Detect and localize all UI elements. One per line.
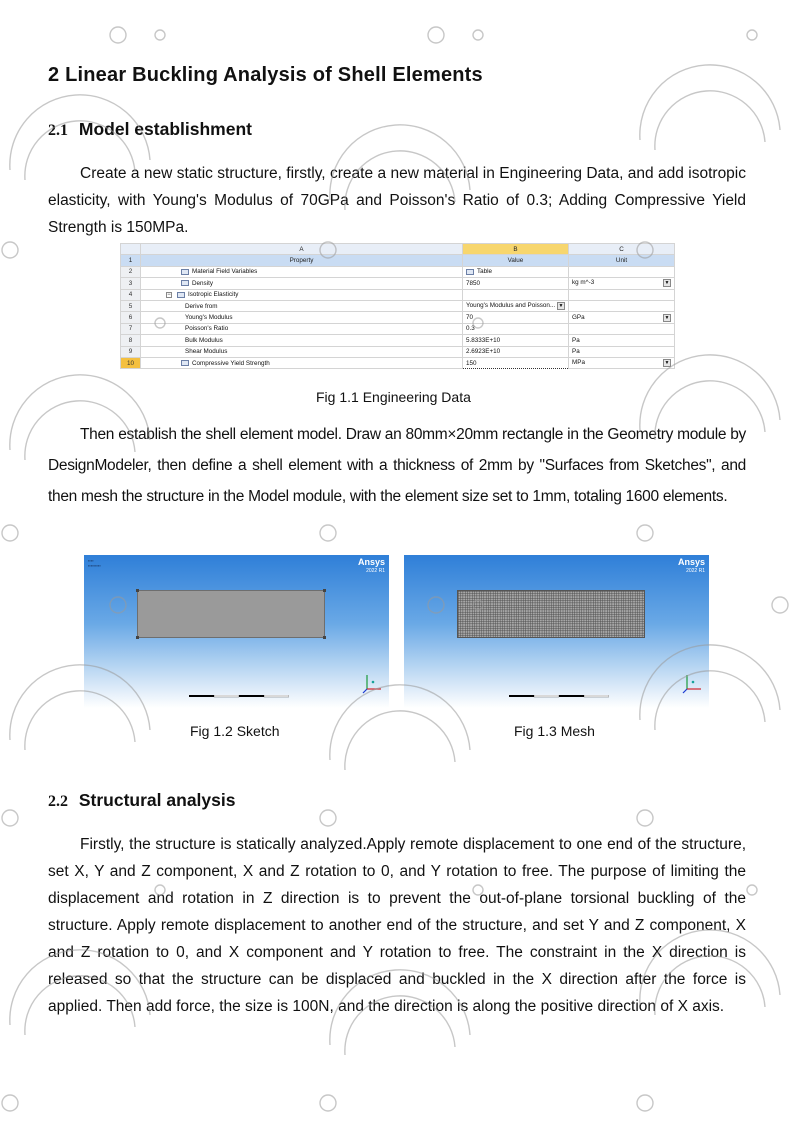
- property-value[interactable]: 7850: [463, 278, 569, 289]
- section-number: 2: [48, 64, 60, 86]
- section-title: Linear Buckling Analysis of Shell Elements: [65, 64, 483, 86]
- table-row-selected[interactable]: [121, 357, 675, 368]
- property-unit: [569, 266, 675, 277]
- subsection-heading-structural: [48, 790, 235, 811]
- property-name: Bulk Modulus: [141, 335, 463, 346]
- property-icon: [177, 292, 185, 298]
- paragraph-material: Create a new static structure, firstly, create a new material in Engineering Data, and add isotropic elasticity, with Young's Modulus of 70GPa and Poisson's Ratio of 0.3; Adding Compressive Yield Strength is 150MPa.: [48, 165, 746, 236]
- table-header-row: [121, 255, 675, 266]
- column-letter[interactable]: C: [569, 244, 675, 255]
- property-unit: Pa: [569, 346, 675, 357]
- property-value[interactable]: Table: [477, 268, 493, 276]
- column-letter[interactable]: A: [141, 244, 463, 255]
- figure-caption: Fig 1.3 Mesh: [514, 723, 595, 739]
- table-row[interactable]: [121, 266, 675, 277]
- row-number: 3: [121, 278, 141, 289]
- property-icon: [181, 269, 189, 275]
- property-value[interactable]: Young's Modulus and Poisson...: [466, 302, 556, 310]
- unit-dropdown-icon[interactable]: ▼: [664, 314, 670, 321]
- subsection-number: 2.2: [48, 793, 68, 810]
- property-value: 5.8333E+10: [463, 335, 569, 346]
- header-value: Value: [463, 255, 569, 266]
- table-icon[interactable]: [466, 269, 474, 275]
- property-name: Shear Modulus: [141, 346, 463, 357]
- row-number: 2: [121, 266, 141, 277]
- header-unit: Unit: [569, 255, 675, 266]
- property-name: Isotropic Elasticity: [188, 291, 239, 299]
- paragraph-structural-analysis: Firstly, the structure is statically analyzed.Apply remote displacement to one end of the structure, set X, Y and Z component, X and Z rotation to 0, and Y rotation to free. The purpose of limiting the displacement and rotation in Z direction is to prevent the out-of-plane torsional buckling of the structure. Apply remote displacement to another end of the structure, and set Y and Z component, X and Z rotation to 0, and X component and Y rotation to free. The constraint in the X direction is released so that the structure can be displaced and buckled in the X direction after the force is applied. Then add force, the size is 100N, and the direction is along the positive direction of X axis.: [48, 836, 746, 1015]
- property-name: Density: [192, 279, 213, 287]
- property-name: Young's Modulus: [141, 312, 463, 323]
- row-number: 6: [121, 312, 141, 323]
- table-row[interactable]: [121, 289, 675, 300]
- property-value[interactable]: 150: [463, 357, 569, 368]
- axis-triad-icon: [681, 671, 705, 695]
- property-value: [463, 289, 569, 300]
- model-info-text: ▪▪▪▪ ▪▪▪▪▪▪▪▪▪: [88, 558, 101, 568]
- table-row[interactable]: [121, 278, 675, 289]
- property-name: Derive from: [141, 300, 463, 311]
- property-value[interactable]: 0.3: [463, 323, 569, 334]
- sketch-figure: [84, 555, 389, 708]
- column-letter-row: [121, 244, 675, 255]
- property-value: 2.6923E+10: [463, 346, 569, 357]
- ansys-logo: Ansys 2022 R1: [357, 557, 385, 574]
- unit-dropdown-icon[interactable]: ▼: [664, 280, 670, 287]
- property-value[interactable]: 70: [463, 312, 569, 323]
- unit-dropdown-icon[interactable]: ▼: [664, 360, 670, 367]
- table-row[interactable]: [121, 335, 675, 346]
- table-row[interactable]: [121, 300, 675, 311]
- sketch-rectangle: [137, 590, 325, 638]
- row-number: 7: [121, 323, 141, 334]
- table-row[interactable]: [121, 323, 675, 334]
- property-name: Compressive Yield Strength: [192, 359, 270, 367]
- figure-caption: Fig 1.2 Sketch: [190, 723, 280, 739]
- subsection-number: 2.1: [48, 122, 68, 139]
- column-letter[interactable]: B: [463, 244, 569, 255]
- property-unit: [569, 289, 675, 300]
- table-row[interactable]: [121, 312, 675, 323]
- row-number: 1: [121, 255, 141, 266]
- property-unit: kg m^-3: [572, 279, 595, 287]
- engineering-data-table: [120, 243, 675, 369]
- property-icon: [181, 360, 189, 366]
- table-row[interactable]: [121, 346, 675, 357]
- row-number: 8: [121, 335, 141, 346]
- row-number: 4: [121, 289, 141, 300]
- subsection-heading-model: [48, 119, 252, 140]
- row-number: 10: [121, 357, 141, 368]
- figure-caption: Fig 1.1 Engineering Data: [316, 389, 471, 405]
- header-property: Property: [141, 255, 463, 266]
- scale-bar: [509, 695, 609, 699]
- scale-bar: [189, 695, 289, 699]
- property-unit: [569, 300, 675, 311]
- paragraph-shell-model: Then establish the shell element model. Draw an 80mm×20mm rectangle in the Geometry module by DesignModeler, then define a shell element with a thickness of 2mm by "Surfaces from Sketches", and then mesh the structure in the Model module, with the element size set to 1mm, totaling 1600 elements.: [48, 426, 746, 505]
- subsection-title: Structural analysis: [78, 790, 236, 810]
- property-icon: [181, 280, 189, 286]
- subsection-title: Model establishment: [78, 119, 252, 139]
- row-number: 9: [121, 346, 141, 357]
- collapse-icon[interactable]: −: [167, 291, 171, 298]
- mesh-figure: [404, 555, 709, 708]
- row-number: 5: [121, 300, 141, 311]
- axis-triad-icon: [361, 671, 385, 695]
- property-name: Material Field Variables: [192, 268, 258, 276]
- property-unit: [569, 323, 675, 334]
- property-unit: Pa: [569, 335, 675, 346]
- section-heading: [48, 64, 483, 87]
- mesh-grid: [457, 590, 645, 638]
- derive-dropdown-icon[interactable]: ▼: [558, 303, 564, 310]
- property-name: Poisson's Ratio: [141, 323, 463, 334]
- property-unit: MPa: [572, 359, 585, 367]
- ansys-logo: Ansys 2022 R1: [677, 557, 705, 574]
- property-unit: GPa: [572, 313, 585, 321]
